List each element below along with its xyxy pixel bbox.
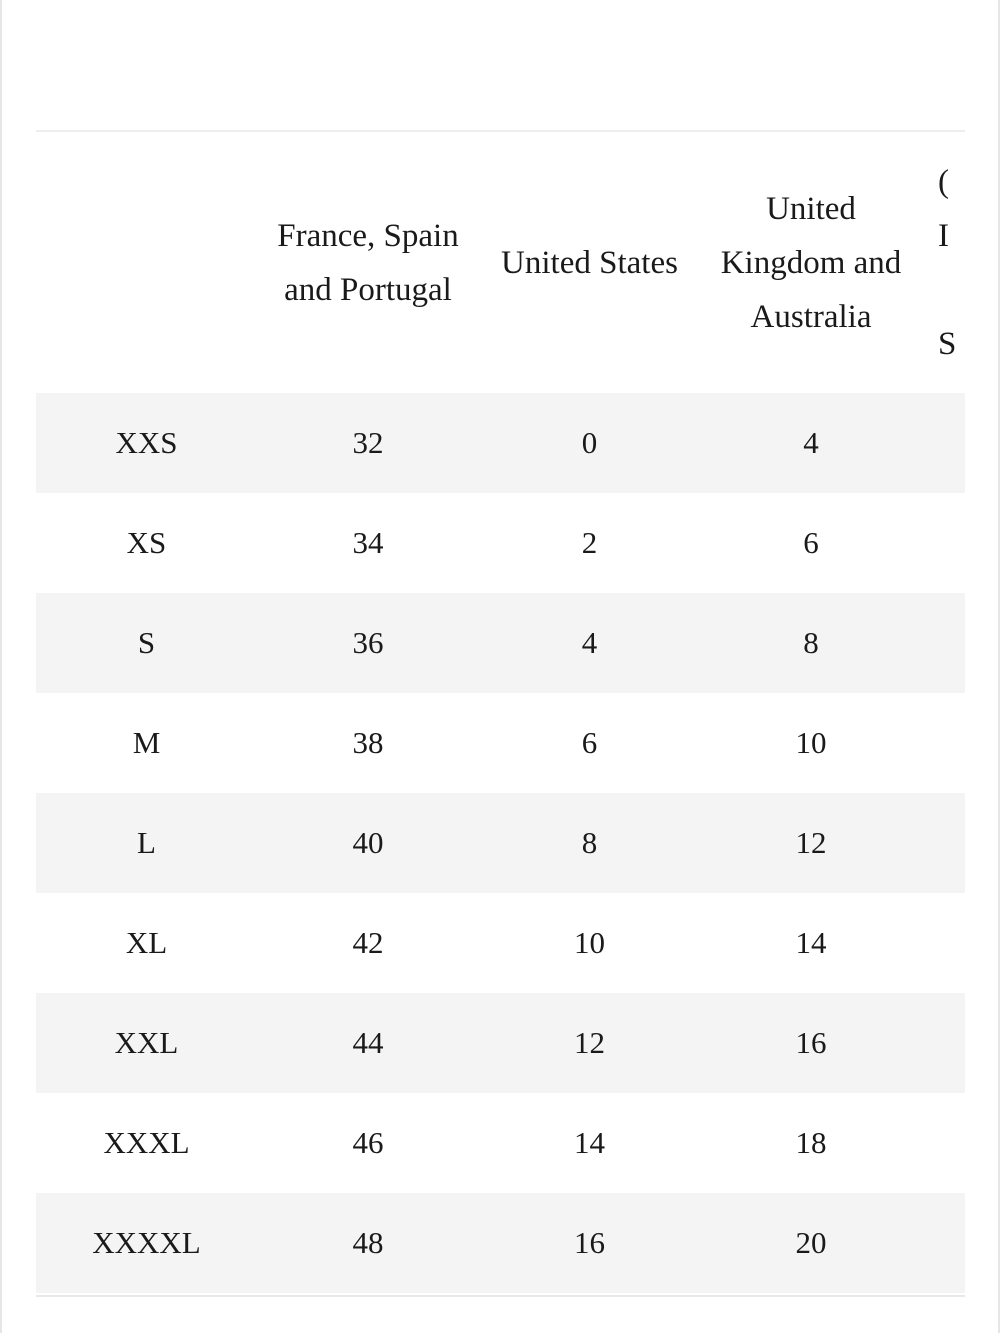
uk-au-cell: 6 — [803, 525, 819, 560]
table-row — [36, 993, 965, 1093]
header-clipped-line-1: ( — [938, 163, 949, 200]
size-cell: XXXXL — [36, 1193, 257, 1293]
uk-au-cell: 14 — [795, 925, 827, 960]
header-france-spain-portugal: France, Spain and Portugal — [277, 217, 459, 308]
clipped-cell — [922, 793, 965, 893]
table-row — [36, 1193, 965, 1293]
table-header-row — [36, 132, 965, 393]
uk-au-cell: 16 — [700, 993, 922, 1093]
fr-es-pt-cell: 36 — [257, 593, 479, 693]
size-conversion-table — [36, 132, 965, 1293]
uk-au-cell: 12 — [700, 793, 922, 893]
size-chart-scroll-container[interactable] — [36, 130, 965, 1297]
clipped-cell — [922, 993, 965, 1093]
uk-au-cell: 20 — [700, 1193, 922, 1293]
clipped-cell — [922, 893, 965, 993]
clipped-cell — [922, 693, 965, 793]
uk-au-cell: 18 — [795, 1125, 827, 1160]
fr-es-pt-cell: 38 — [352, 725, 384, 760]
size-cell: L — [36, 793, 257, 893]
size-cell: XS — [126, 525, 167, 560]
us-cell: 0 — [479, 393, 700, 493]
table-bottom-rule — [36, 1295, 965, 1297]
us-cell: 16 — [479, 1193, 700, 1293]
table-row — [36, 1093, 965, 1193]
us-cell: 2 — [581, 525, 598, 560]
table-row — [36, 593, 965, 693]
header-clipped-line-2: I — [938, 217, 949, 254]
header-clipped-line-3 — [938, 263, 965, 317]
fr-es-pt-cell: 46 — [352, 1125, 384, 1160]
fr-es-pt-cell: 34 — [352, 525, 384, 560]
us-cell: 4 — [479, 593, 700, 693]
table-row — [36, 393, 965, 493]
uk-au-cell: 8 — [700, 593, 922, 693]
header-clipped-column — [922, 132, 965, 393]
size-cell: XXL — [36, 993, 257, 1093]
clipped-cell — [922, 1093, 965, 1193]
fr-es-pt-cell: 32 — [257, 393, 479, 493]
size-cell: XXXL — [103, 1125, 190, 1160]
clipped-cell — [922, 393, 965, 493]
us-cell: 14 — [574, 1125, 605, 1160]
header-clipped-line-4: S — [938, 325, 957, 362]
us-cell: 10 — [574, 925, 605, 960]
clipped-cell — [922, 1193, 965, 1293]
fr-es-pt-cell: 44 — [257, 993, 479, 1093]
size-cell: M — [132, 725, 161, 760]
clipped-cell — [922, 593, 965, 693]
fr-es-pt-cell: 48 — [257, 1193, 479, 1293]
page-border-left — [0, 0, 2, 1333]
table-row — [36, 893, 965, 993]
header-united-states: United States — [501, 244, 678, 281]
size-cell: XXS — [36, 393, 257, 493]
us-cell: 12 — [479, 993, 700, 1093]
size-cell: S — [36, 593, 257, 693]
clipped-cell — [922, 493, 965, 593]
size-cell: XL — [125, 925, 168, 960]
table-body — [36, 393, 965, 1293]
fr-es-pt-cell: 42 — [352, 925, 384, 960]
table-row — [36, 493, 965, 593]
table-row — [36, 693, 965, 793]
uk-au-cell: 4 — [700, 393, 922, 493]
header-uk-australia: United Kingdom and Australia — [720, 190, 902, 335]
fr-es-pt-cell: 40 — [257, 793, 479, 893]
table-row — [36, 793, 965, 893]
uk-au-cell: 10 — [795, 725, 827, 760]
header-size-label — [36, 132, 257, 393]
us-cell: 8 — [479, 793, 700, 893]
us-cell: 6 — [581, 725, 598, 760]
